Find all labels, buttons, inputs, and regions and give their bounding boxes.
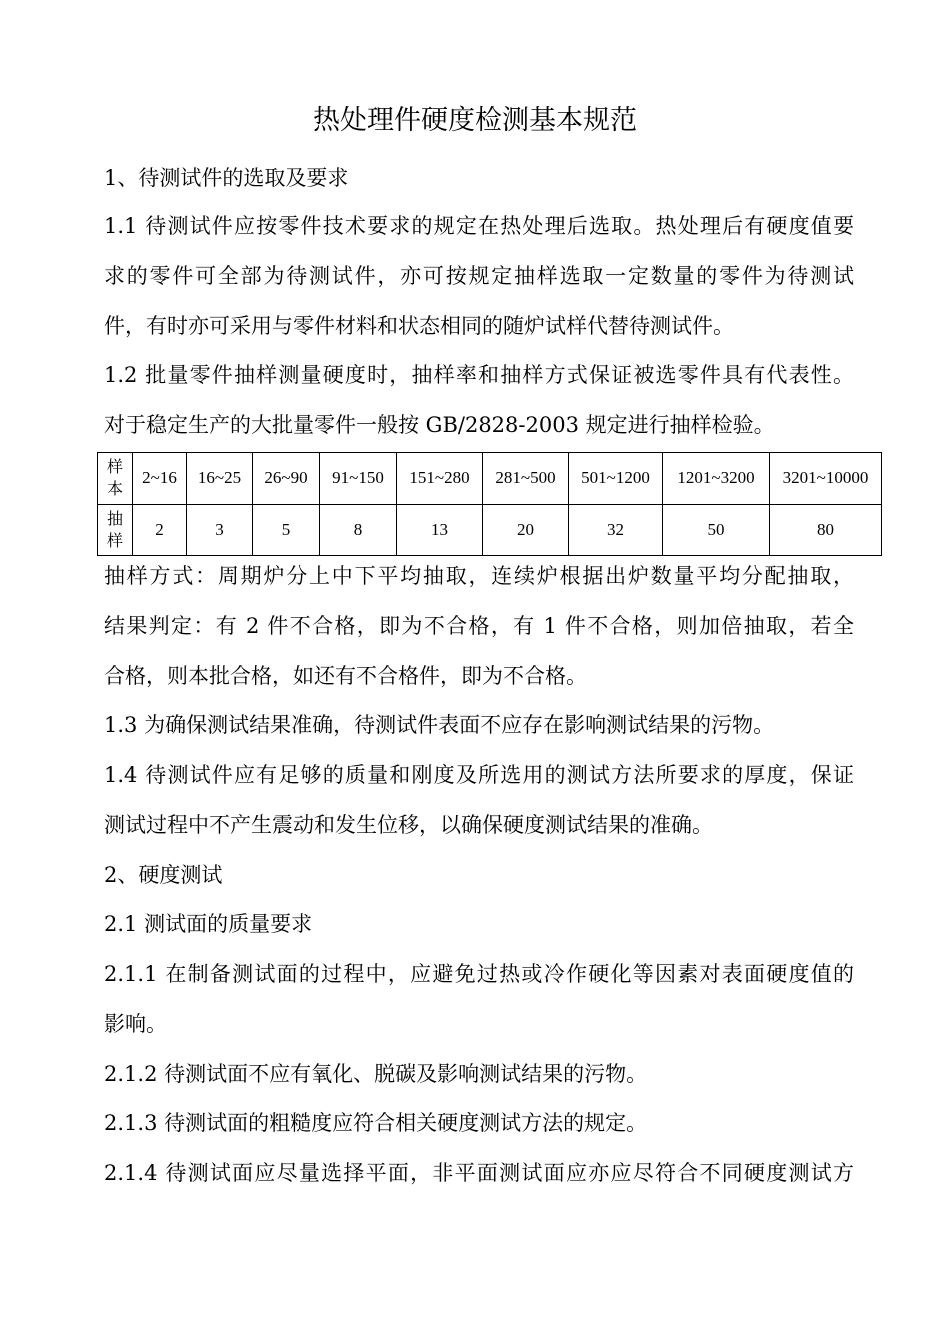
row-header-sample: 样 本 <box>98 453 133 505</box>
sampling-table <box>97 452 882 556</box>
paragraph-line: 对于稳定生产的大批量零件一般按 GB/2828-2003 规定进行抽样检验。 <box>104 413 775 437</box>
table-cell: 501~1200 <box>569 453 663 505</box>
table-cell: 151~280 <box>397 453 483 505</box>
paragraph-line: 测试过程中不产生震动和发生位移，以确保硬度测试结果的准确。 <box>104 813 713 837</box>
table-cell: 8 <box>320 504 397 556</box>
paragraph-line: 影响。 <box>104 1012 167 1036</box>
table-cell: 2~16 <box>133 453 187 505</box>
paragraph-line: 2.1.1 在制备测试面的过程中，应避免过热或冷作硬化等因素对表面硬度值的 <box>104 962 854 986</box>
page-title: 热处理件硬度检测基本规范 <box>313 105 637 136</box>
paragraph-line: 件，有时亦可采用与零件材料和状态相同的随炉试样代替待测试件。 <box>104 314 734 338</box>
section-heading-2: 2、硬度测试 <box>104 863 223 887</box>
table-cell: 3201~10000 <box>770 453 882 505</box>
paragraph-line: 1.1 待测试件应按零件技术要求的规定在热处理后选取。热处理后有硬度值要 <box>104 214 854 238</box>
table-cell: 5 <box>253 504 320 556</box>
table-cell: 13 <box>397 504 483 556</box>
table-cell: 1201~3200 <box>663 453 770 505</box>
paragraph-line: 1.4 待测试件应有足够的质量和刚度及所选用的测试方法所要求的厚度，保证 <box>104 763 854 787</box>
table-cell: 80 <box>770 504 882 556</box>
section-heading-1: 1、待测试件的选取及要求 <box>104 166 349 190</box>
table-cell: 281~500 <box>483 453 569 505</box>
paragraph-line: 2.1.2 待测试面不应有氧化、脱碳及影响测试结果的污物。 <box>104 1062 648 1086</box>
table-cell: 16~25 <box>187 453 253 505</box>
table-cell: 20 <box>483 504 569 556</box>
table-cell: 2 <box>133 504 187 556</box>
paragraph-line: 1.2 批量零件抽样测量硬度时，抽样率和抽样方式保证被选零件具有代表性。 <box>104 363 854 387</box>
row-header-sampling: 抽 样 <box>98 504 133 556</box>
table-cell: 91~150 <box>320 453 397 505</box>
paragraph-line: 合格，则本批合格，如还有不合格件，即为不合格。 <box>104 664 587 688</box>
paragraph-line: 2.1.3 待测试面的粗糙度应符合相关硬度测试方法的规定。 <box>104 1111 648 1135</box>
paragraph-line: 抽样方式：周期炉分上中下平均抽取，连续炉根据出炉数量平均分配抽取， <box>104 564 854 588</box>
table-cell: 26~90 <box>253 453 320 505</box>
table-row-sample-size <box>98 453 882 505</box>
paragraph-line: 求的零件可全部为待测试件，亦可按规定抽样选取一定数量的零件为待测试 <box>104 264 854 288</box>
paragraph-line: 2.1.4 待测试面应尽量选择平面，非平面测试面应亦应尽符合不同硬度测试方 <box>104 1161 854 1185</box>
table-row-sample-count <box>98 504 882 556</box>
subsection-heading: 2.1 测试面的质量要求 <box>104 912 313 936</box>
table-cell: 50 <box>663 504 770 556</box>
table-cell: 32 <box>569 504 663 556</box>
table-cell: 3 <box>187 504 253 556</box>
paragraph-line: 结果判定：有 2 件不合格，即为不合格，有 1 件不合格，则加倍抽取，若全 <box>104 614 854 638</box>
paragraph-line: 1.3 为确保测试结果准确，待测试件表面不应存在影响测试结果的污物。 <box>104 713 775 737</box>
